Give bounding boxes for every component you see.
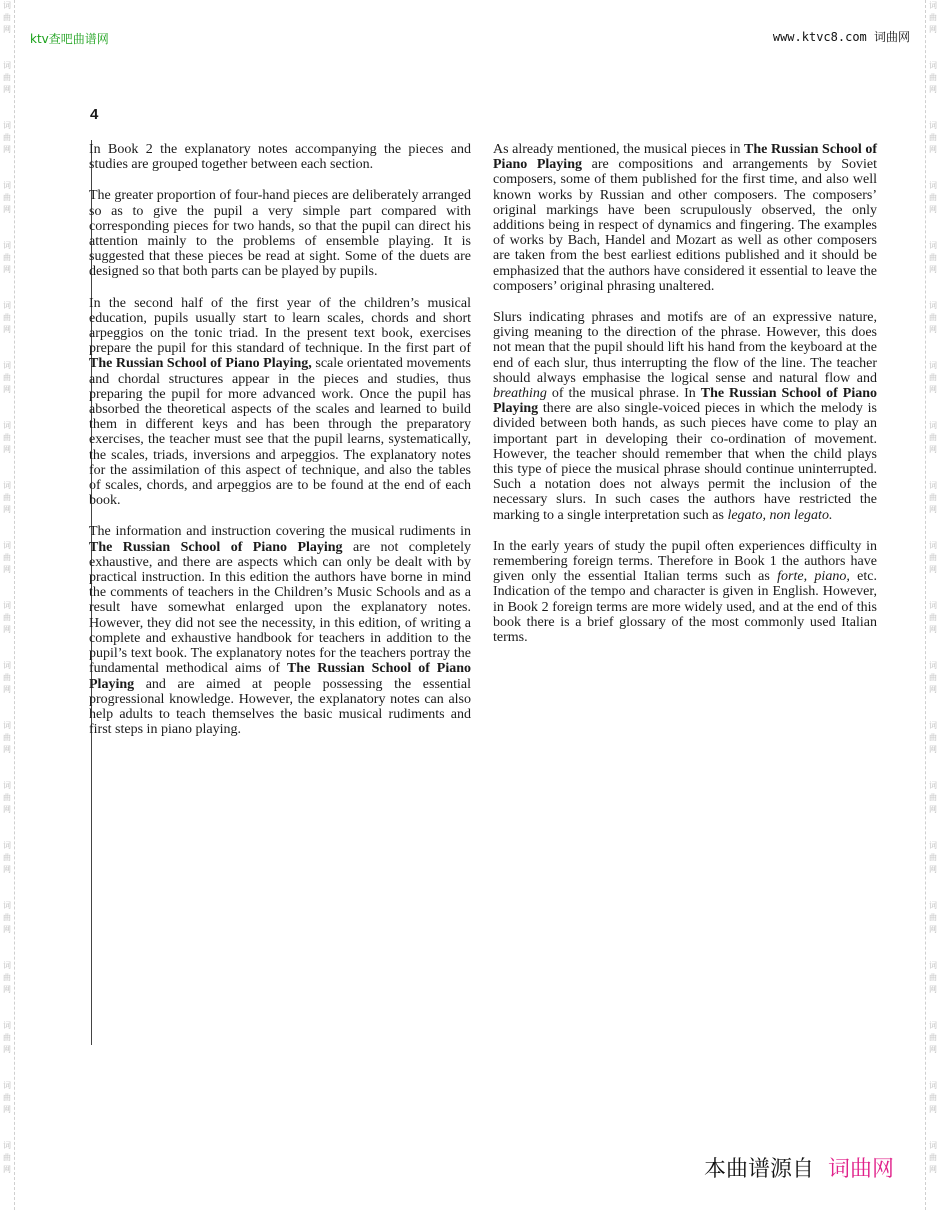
side-watermark: 词 曲 网 [3, 601, 11, 634]
book-title: The Russian School of Piano Playing [89, 539, 343, 555]
book-title: The Russian School of Piano Playing [493, 142, 877, 173]
side-watermark: 词 曲 网 [3, 301, 11, 334]
side-watermark: 词 曲 网 [3, 1081, 11, 1114]
side-watermark: 词 曲 网 [929, 661, 937, 694]
side-watermark: 词 曲 网 [3, 841, 11, 874]
book-title: The Russian School of Piano Playing [493, 386, 877, 417]
side-watermark: 词 曲 网 [929, 901, 937, 934]
side-watermark: 词 曲 网 [3, 181, 11, 214]
side-watermark: 词 曲 网 [3, 421, 11, 454]
side-watermark: 词 曲 网 [929, 1021, 937, 1054]
side-watermark: 词 曲 网 [3, 121, 11, 154]
side-watermark: 词 曲 网 [3, 241, 11, 274]
side-watermark: 词 曲 网 [929, 121, 937, 154]
side-watermark: 词 曲 网 [929, 781, 937, 814]
book-title: The Russian School of Piano Playing, [89, 356, 312, 372]
side-watermark: 词 曲 网 [929, 841, 937, 874]
side-watermark: 词 曲 网 [929, 1, 937, 34]
paragraph: As already mentioned, the musical pieces in The Russian School of Piano Playing are compositions and arrangements by Soviet composers, some of them published for the first time, and also well known works by Russian and other composers. The composers’ original markings have been scrupulously observed, the only additions being in respect of dynamics and fingering. The examples of works by Bach, Handel and Mozart as well as other composers are taken from the best earliest editions published and it should be emphasized that the authors have considered it essential to leave the composers’ original phrasing unaltered. [493, 142, 877, 294]
paragraph: In Book 2 the explanatory notes accompanying the pieces and studies are grouped together between each section. [89, 142, 471, 173]
footer-site-name: 词曲网 [827, 1157, 894, 1182]
side-watermark: 词 曲 网 [3, 61, 11, 94]
paragraph: The information and instruction covering the musical rudiments in The Russian School of Piano Playing are not completely exhaustive, and there are aspects which can only be dealt with by practical instruction. In this edition the authors have borne in mind the comments of teachers in the Children’s Music Schools and as a result have somewhat enlarged upon the explanatory notes. However, they did not see the necessity, in this edition, of writing a complete and exhaustive handbook for teachers in addition to the pupil’s text book. The explanatory notes for the teachers portray the fundamental methodical aims of The Russian School of Piano Playing and are aimed at people possessing the essential progressional knowledge. However, the explanatory notes can also help adults to teach themselves the basic musical rudiments and first steps in piano playing. [89, 524, 471, 738]
italic-term: forte, piano, [777, 569, 850, 585]
italic-term: breathing [493, 386, 547, 402]
left-text-column [89, 142, 471, 753]
top-right-watermark: www.ktvc8.com 词曲网 [772, 30, 910, 44]
side-watermark: 词 曲 网 [3, 901, 11, 934]
side-watermark: 词 曲 网 [3, 661, 11, 694]
side-watermark: 词 曲 网 [929, 1081, 937, 1114]
side-watermark: 词 曲 网 [929, 1141, 937, 1174]
side-watermark: 词 曲 网 [929, 361, 937, 394]
side-watermark: 词 曲 网 [929, 721, 937, 754]
paragraph: The greater proportion of four-hand pieces are deliberately arranged so as to give the pupil a very simple part compared with corresponding pieces for two hands, so that the pupil can direct his attention mainly to the problems of ensemble playing. It is suggested that these pieces be read at sight. Some of the duets are designed so that both parts can be played by pupils. [89, 188, 471, 280]
side-watermark: 词 曲 网 [929, 421, 937, 454]
page-number: 4 [90, 106, 99, 123]
right-text-column [493, 142, 877, 661]
paragraph: In the early years of study the pupil often experiences difficulty in remembering foreign terms. Therefore in Book 1 the authors have given only the essential Italian terms such as forte, piano, etc. Indication of the tempo and character is given in English. However, in Book 2 foreign terms are more widely used, and at the end of this book there is a brief glossary of the most commonly used Italian terms. [493, 538, 877, 646]
side-watermark: 词 曲 网 [3, 721, 11, 754]
footer-watermark [704, 1152, 894, 1183]
italic-term: legato, non legato. [727, 507, 833, 523]
right-watermark-strip [925, 0, 940, 1210]
side-watermark: 词 曲 网 [929, 241, 937, 274]
side-watermark: 词 曲 网 [929, 601, 937, 634]
side-watermark: 词 曲 网 [3, 481, 11, 514]
side-watermark: 词 曲 网 [929, 61, 937, 94]
side-watermark: 词 曲 网 [3, 961, 11, 994]
side-watermark: 词 曲 网 [929, 181, 937, 214]
side-watermark: 词 曲 网 [929, 301, 937, 334]
paragraph: In the second half of the first year of the children’s musical education, pupils usually start to learn scales, chords and short arpeggios on the tonic triad. In the present text book, exercises prepare the pupil for this standard of technique. In the first part of The Russian School of Piano Playing, scale orientated movements and chordal structures appear in the pieces and studies, thus preparing the pupil for more advanced work. Once the pupil has absorbed the theoretical aspects of the scales and learned to build them in different keys and has been through the preparatory exercises, the teacher must see that the pupil learns, systematically, the scales, triads, inversions and arpeggios. The explanatory notes for the assimilation of this aspect of technique, and also the tables of scales, chords, and arpeggios are to be found at the end of each book. [89, 295, 471, 509]
left-watermark-strip [0, 0, 15, 1210]
side-watermark: 词 曲 网 [3, 1, 11, 34]
side-watermark: 词 曲 网 [3, 361, 11, 394]
footer-source-text: 本曲谱源自 [703, 1157, 814, 1182]
side-watermark: 词 曲 网 [3, 541, 11, 574]
side-watermark: 词 曲 网 [3, 1021, 11, 1054]
book-title: The Russian School of Piano Playing [89, 661, 471, 692]
paragraph: Slurs indicating phrases and motifs are of an expressive nature, giving meaning to the direction of the phrase. However, this does not mean that the pupil should lift his hand from the keyboard at the end of each slur, thus interrupting the flow of the line. The teacher should always emphasise the logical sense and natural flow and breathing of the musical phrase. In The Russian School of Piano Playing there are also single-voiced pieces in which the melody is divided between both hands, as such pieces have come to play an important part in developing their co-ordination of movement. However, the teacher should remember that when the child plays this type of piece the musical phrase should continue uninterrupted. Such a notation does not always permit the inclusion of the necessary slurs. In such cases the authors have restricted the marking to a single interpretation such as legato, non legato. [493, 310, 877, 523]
side-watermark: 词 曲 网 [929, 541, 937, 574]
side-watermark: 词 曲 网 [929, 481, 937, 514]
top-left-watermark: ktv查吧曲谱网 [30, 32, 109, 46]
side-watermark: 词 曲 网 [929, 961, 937, 994]
side-watermark: 词 曲 网 [3, 1141, 11, 1174]
side-watermark: 词 曲 网 [3, 781, 11, 814]
